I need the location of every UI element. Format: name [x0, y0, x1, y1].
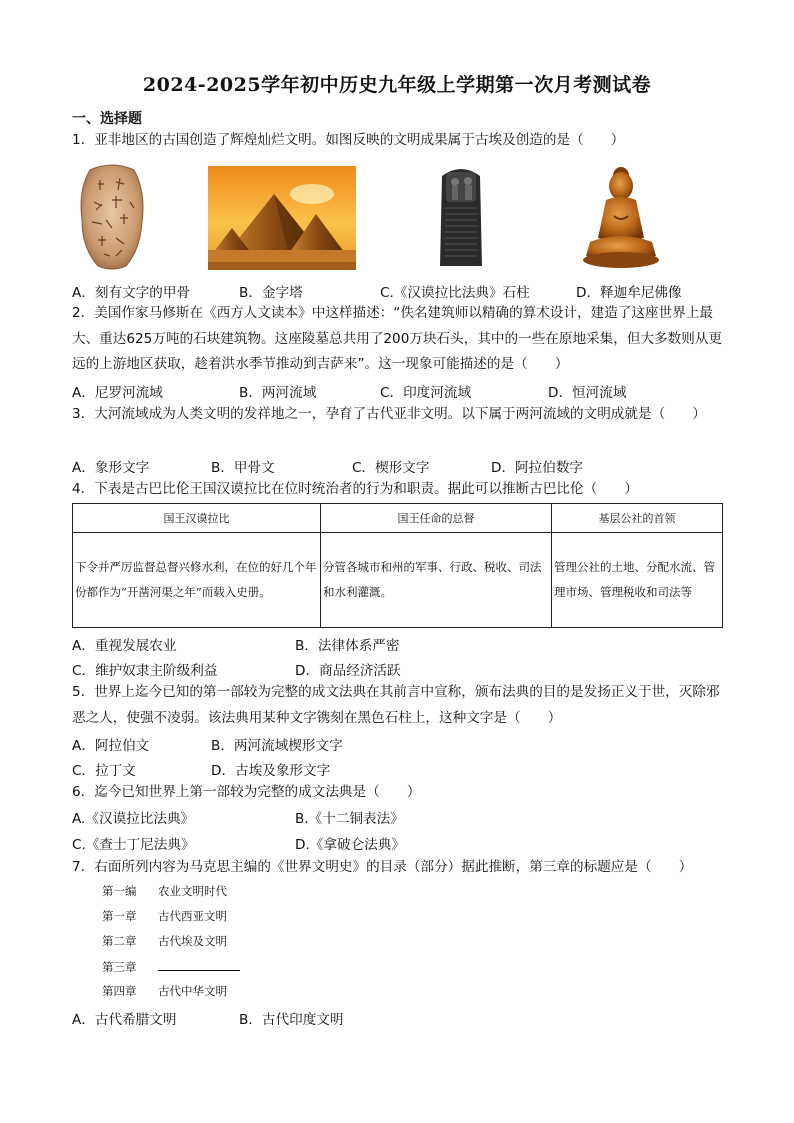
table-cell-king: 下令并严厉监督总督兴修水利，在位的好几个年份都作为“开凿河渠之年”而载入史册。	[73, 533, 321, 628]
q6-option-a: A.《汉谟拉比法典》	[72, 811, 195, 827]
q4-option-a: A．重视发展农业	[72, 638, 177, 654]
section-heading: 一、选择题	[72, 111, 142, 127]
hammurabi-stele-image	[436, 162, 486, 270]
table-cell-governor: 分管各城市和州的军事、行政、税收、司法和水利灌溉。	[321, 533, 552, 628]
toc-blank-line	[158, 958, 240, 971]
q3-option-d: D．阿拉伯数字	[491, 460, 584, 476]
toc-row	[102, 883, 227, 899]
page-title: 2024-2025学年初中历史九年级上学期第一次月考测试卷	[142, 74, 652, 96]
q5-option-a: A．阿拉伯文	[72, 738, 150, 754]
toc-row	[102, 958, 240, 975]
toc-label: 第三章	[102, 960, 137, 974]
q3-option-b: B．甲骨文	[211, 460, 275, 476]
q5-option-d: D．古埃及象形文字	[211, 763, 331, 779]
q7-option-a: A．古代希腊文明	[72, 1012, 177, 1028]
toc-text: 古代中华文明	[158, 984, 227, 998]
q3-option-c: C．楔形文字	[352, 460, 430, 476]
q1-option-d: D．释迦牟尼佛像	[576, 285, 682, 301]
q5-option-b: B．两河流域楔形文字	[211, 738, 343, 754]
toc-label: 第一章	[102, 909, 137, 923]
q2-option-b: B．两河流域	[239, 385, 317, 401]
table-header-king: 国王汉谟拉比	[73, 504, 321, 533]
q5-option-c: C．拉丁文	[72, 763, 136, 779]
q4-stem: 4．下表是古巴比伦王国汉谟拉比在位时统治者的行为和职责。据此可以推断古巴比伦（ ）	[72, 481, 638, 497]
q6-option-b: B.《十二铜表法》	[295, 811, 404, 827]
q7-stem: 7．右面所列内容为马克思主编的《世界文明史》的目录（部分）据此推断，第三章的标题应是（ ）	[72, 859, 693, 875]
q4-option-d: D．商品经济活跃	[295, 663, 401, 679]
table-header-commune-leader: 基层公社的首领	[552, 504, 723, 533]
q4-option-c: C．维护奴隶主阶级利益	[72, 663, 218, 679]
toc-row	[102, 908, 227, 924]
toc-row	[102, 983, 227, 999]
table-header-governor: 国王任命的总督	[321, 504, 552, 533]
q6-option-c: C.《查士丁尼法典》	[72, 837, 195, 853]
q2-option-a: A．尼罗河流域	[72, 385, 163, 401]
toc-row	[102, 933, 227, 949]
buddha-statue-image	[578, 160, 664, 270]
q7-option-b: B．古代印度文明	[239, 1012, 344, 1028]
q4-table	[72, 503, 723, 628]
toc-text: 古代埃及文明	[158, 934, 227, 948]
q1-stem: 1．亚非地区的古国创造了辉煌灿烂文明。如图反映的文明成果属于古埃及创造的是（ ）	[72, 132, 625, 148]
q3-option-a: A．象形文字	[72, 460, 150, 476]
q2-option-c: C．印度河流域	[380, 385, 472, 401]
q5-stem: 5．世界上迄今已知的第一部较为完整的成文法典在其前言中宣称，颁布法典的目的是发扬正义于世，灭除邪恶之人，使强不凌弱。该法典用某种文字镌刻在黑色石柱上，这种文字是（ ）	[72, 684, 720, 726]
toc-text: 古代西亚文明	[158, 909, 227, 923]
q1-option-b: B．金字塔	[239, 285, 303, 301]
toc-label: 第一编	[102, 884, 137, 898]
pyramids-image	[208, 166, 356, 270]
toc-label: 第二章	[102, 934, 137, 948]
q6-option-d: D.《拿破仑法典》	[295, 837, 405, 853]
q1-option-a: A．刻有文字的甲骨	[72, 285, 191, 301]
q2-option-d: D．恒河流域	[548, 385, 627, 401]
toc-text: 农业文明时代	[158, 884, 227, 898]
toc-label: 第四章	[102, 984, 137, 998]
q1-option-c: C.《汉谟拉比法典》石柱	[380, 285, 530, 301]
q6-stem: 6．迄今已知世界上第一部较为完整的成文法典是（ ）	[72, 784, 421, 800]
q3-stem: 3．大河流域成为人类文明的发祥地之一，孕育了古代亚非文明。以下属于两河流域的文明成就是（ ）	[72, 406, 706, 422]
table-cell-commune-leader: 管理公社的土地、分配水流、管理市场、管理税收和司法等	[552, 533, 723, 628]
oracle-bone-image	[76, 162, 148, 270]
q2-stem: 2．美国作家马修斯在《西方人文读本》中这样描述：“佚名建筑师以精确的算术设计，建造了这座世界上最大、重达625万吨的石块建筑物。这座陵墓总共用了200万块石头，其中的一些在原地采集，但大多数则从更远的上游地区获取，趁着洪水季节推动到吉萨来”。这一现象可能描述的是（ ）	[72, 305, 723, 372]
q4-option-b: B．法律体系严密	[295, 638, 400, 654]
